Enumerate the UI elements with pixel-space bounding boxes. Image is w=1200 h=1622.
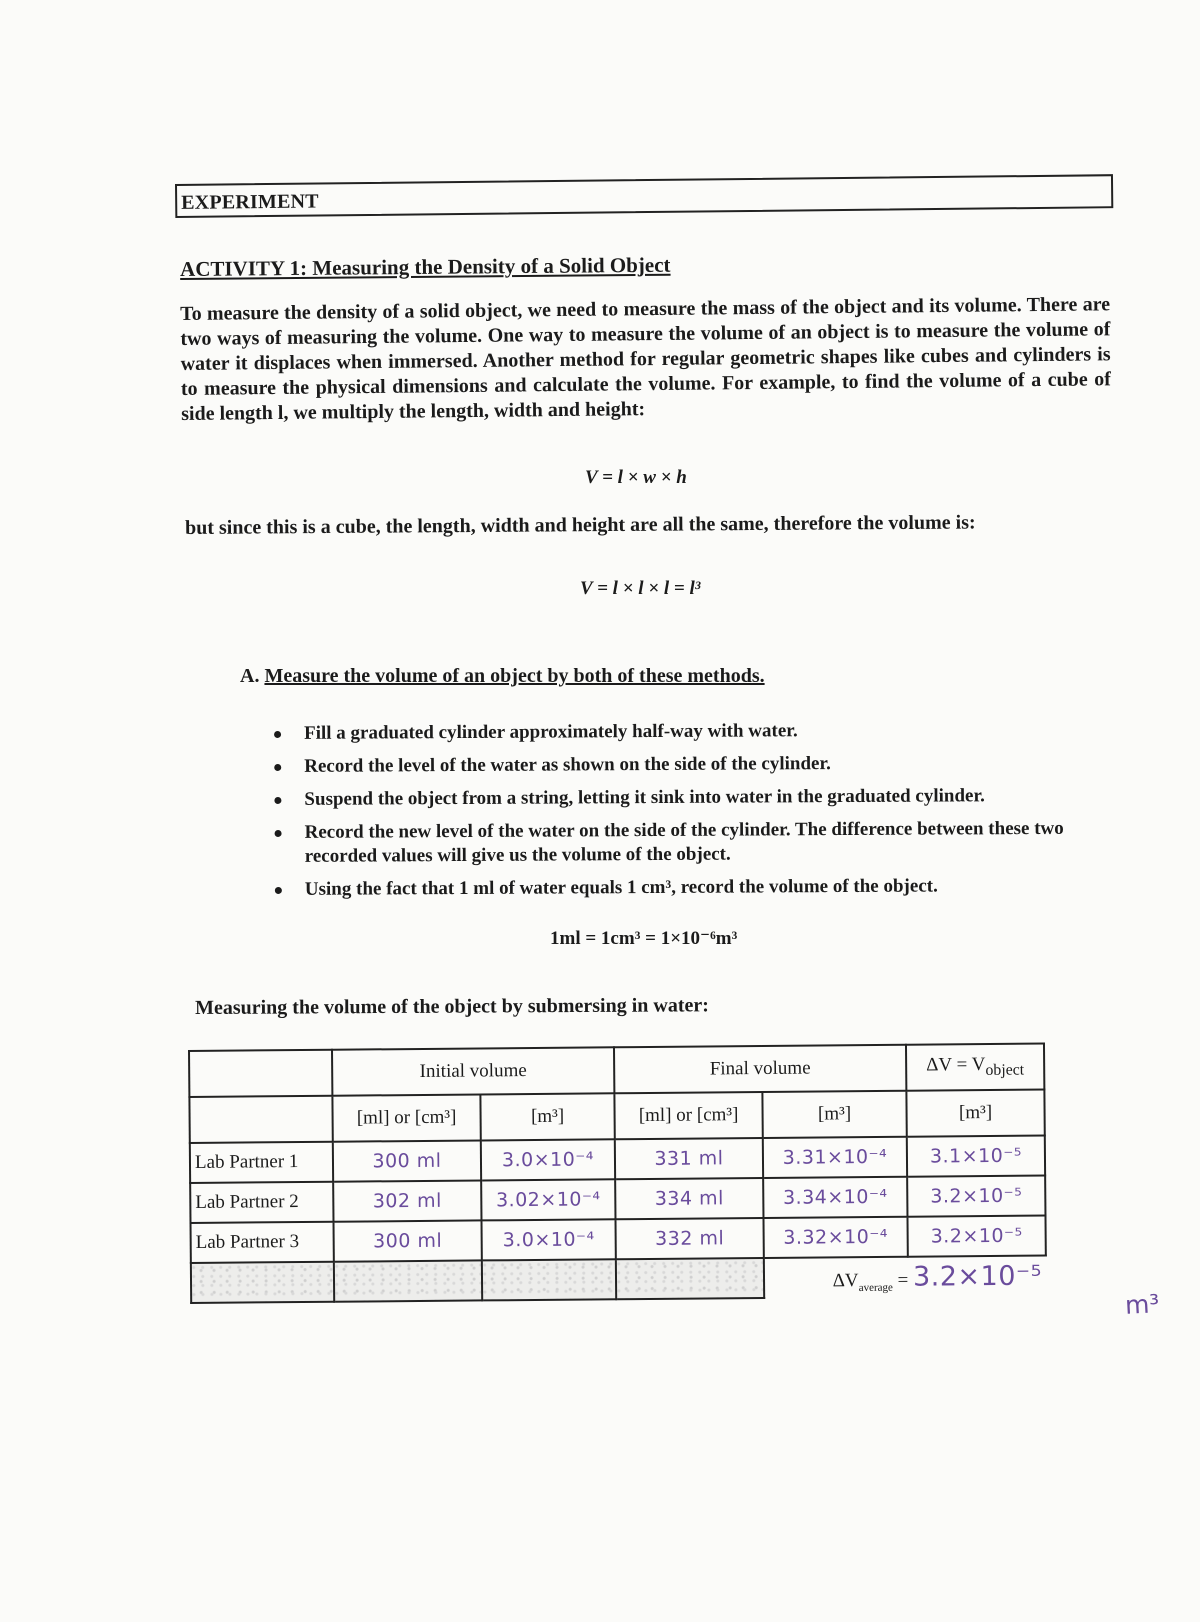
step-item: Record the level of the water as shown on the side of the cylinder. [270,751,1110,779]
delta-v-subscript: object [985,1061,1025,1079]
table-group-header-row [189,1044,1044,1097]
blank-cell [191,1262,334,1303]
handwritten-value: 3.32×10⁻⁴ [763,1217,907,1258]
section-a-letter: A. [240,665,260,687]
average-value: 3.2×10⁻⁵ [912,1260,1043,1293]
average-equals: = [897,1269,909,1291]
step-item: Using the fact that 1 ml of water equals 1 cm³, record the volume of the object. [271,874,1111,902]
step-item: Suspend the object from a string, letting it sink into water in the graduated cylinder. [270,784,1110,812]
unit-header-cell: [ml] or [cm³] [614,1092,762,1139]
intro-paragraph: To measure the density of a solid object, we need to measure the mass of the object and its volume. There are two ways of measuring the volume. One way to measure the volume of an object is to measure the volume of water it displaces when immersed. Another method for regular geometric shapes like cubes and cylinders is to measure the physical dimensions and calculate the volume. For example, to find the volume of a cube of side length l, we multiply the length, width and height: [180,293,1111,425]
conversion-equation: 1ml = 1cm³ = 1×10⁻⁶m³ [550,928,738,949]
handwritten-value: 300 ml [333,1140,481,1181]
blank-cell [482,1259,616,1300]
handwritten-value: 3.0×10⁻⁴ [481,1139,615,1180]
cube-sentence: but since this is a cube, the length, width and height are all the same, therefore the volume is: [185,511,976,539]
delta-v-header [906,1044,1044,1091]
section-a-title: Measure the volume of an object by both of these methods. [264,665,765,687]
handwritten-value: 3.2×10⁻⁵ [907,1216,1045,1257]
average-cell [764,1256,1046,1298]
average-symbol: ΔV [832,1269,859,1291]
handwritten-value: 3.2×10⁻⁵ [907,1176,1045,1217]
handwritten-value: 332 ml [615,1218,763,1259]
empty-corner-cell [189,1096,332,1143]
row-label: Lab Partner 3 [191,1222,334,1263]
average-unit: m³ [1124,1289,1161,1320]
row-label: Lab Partner 1 [190,1142,333,1183]
average-subscript: average [858,1281,893,1294]
volume-table [188,1043,1047,1304]
handwritten-value: 3.34×10⁻⁴ [763,1177,907,1218]
section-a-heading [240,665,765,688]
handwritten-value: 300 ml [334,1220,482,1261]
row-label: Lab Partner 2 [190,1182,333,1223]
step-item: Fill a graduated cylinder approximately half-way with water. [270,718,1110,746]
average-label [832,1269,909,1294]
average-row [191,1256,1046,1303]
experiment-header-label: EXPERIMENT [181,190,319,214]
handwritten-value: 334 ml [615,1178,763,1219]
procedure-steps [270,718,1111,911]
activity-title: ACTIVITY 1: Measuring the Density of a Solid Object [180,252,671,281]
handwritten-value: 3.31×10⁻⁴ [763,1137,907,1178]
initial-volume-header: Initial volume [332,1047,614,1095]
blank-cell [616,1258,764,1299]
handwritten-value: 331 ml [615,1138,763,1179]
experiment-header-box [175,174,1113,218]
empty-corner-cell [189,1050,332,1097]
final-volume-header: Final volume [614,1045,906,1094]
unit-header-cell: [m³] [480,1093,614,1140]
table-unit-header-row [189,1090,1044,1143]
blank-cell [334,1260,482,1301]
unit-header-cell: [ml] or [cm³] [332,1094,480,1141]
handwritten-value: 302 ml [333,1180,481,1221]
unit-header-cell: [m³] [906,1090,1044,1137]
table-caption: Measuring the volume of the object by submersing in water: [195,994,709,1019]
volume-equation: V = l × w × h [585,467,687,488]
unit-header-cell: [m³] [762,1091,906,1138]
delta-v-label: ΔV = V [926,1054,986,1076]
handwritten-value: 3.02×10⁻⁴ [481,1179,615,1220]
step-item: Record the new level of the water on the side of the cylinder. The difference between these two recorded values will give us the volume of the object. [271,817,1111,869]
handwritten-value: 3.1×10⁻⁵ [907,1136,1045,1177]
cube-volume-equation: V = l × l × l = l³ [580,578,701,599]
handwritten-value: 3.0×10⁻⁴ [481,1219,615,1260]
